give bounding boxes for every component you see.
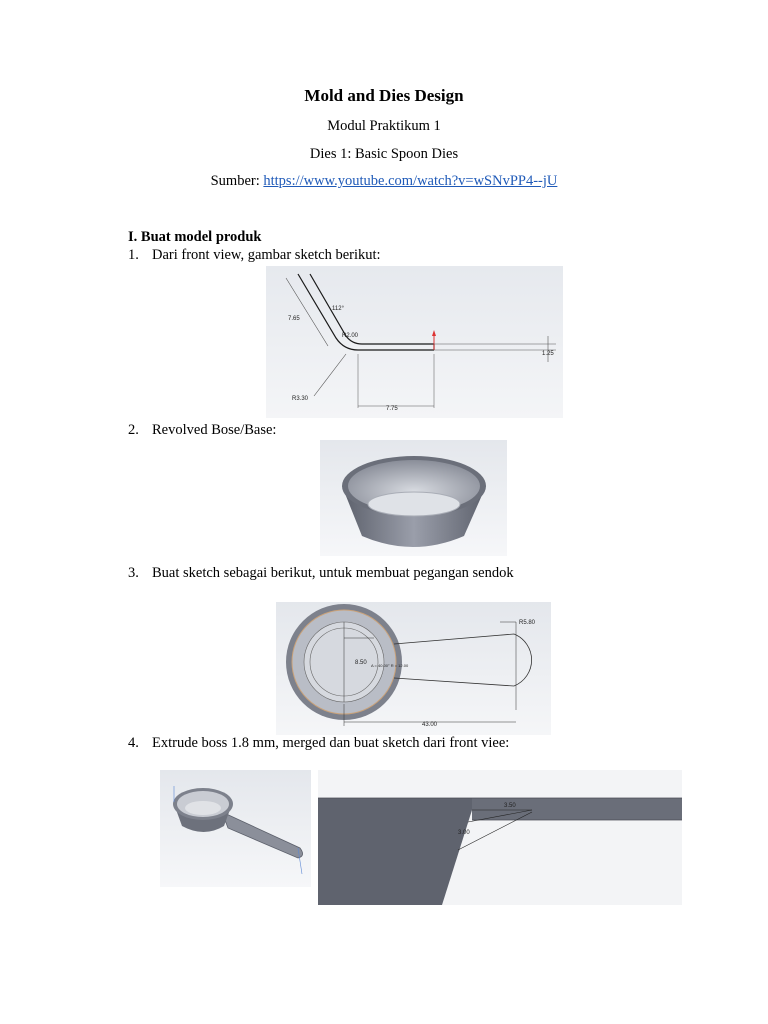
step-number: 3. — [128, 565, 139, 581]
step-number: 1. — [128, 247, 139, 263]
step-text: Dari front view, gambar sketch berikut: — [152, 247, 381, 263]
page-title: Mold and Dies Design — [304, 86, 464, 105]
step-text: Buat sketch sebagai berikut, untuk membuat pegangan sendok — [152, 565, 514, 581]
section-heading: I. Buat model produk — [128, 229, 262, 245]
dim-775: 7.75 — [386, 406, 398, 412]
dim-r200: R2.00 — [342, 333, 359, 339]
step-number: 2. — [128, 422, 139, 438]
step-2 — [128, 422, 276, 439]
step-3 — [128, 565, 514, 582]
handle-sketch-figure — [276, 602, 551, 735]
step-4 — [128, 735, 509, 752]
dim-angle: 112° — [332, 306, 344, 312]
extruded-spoon-figure — [160, 770, 311, 887]
sketch-front-view-figure — [266, 266, 563, 418]
source-line — [0, 173, 768, 190]
step-1 — [128, 247, 381, 264]
dim-300: 3.00 — [458, 830, 470, 836]
step-text: Revolved Bose/Base: — [152, 422, 277, 438]
source-label: Sumber: — [210, 173, 264, 189]
dim-r580: R5.80 — [519, 620, 536, 626]
step-number: 4. — [128, 735, 139, 751]
dim-note: A = 40.00° R = 12.00 — [371, 663, 409, 668]
dim-850: 8.50 — [355, 660, 367, 666]
dim-r330: R3.30 — [292, 396, 309, 402]
source-link[interactable]: https://www.youtube.com/watch?v=wSNvPP4--jU — [263, 173, 558, 189]
front-view-detail-figure — [318, 770, 682, 905]
dim-4300: 43.00 — [422, 722, 438, 728]
dies-subtitle: Dies 1: Basic Spoon Dies — [309, 146, 459, 162]
dim-125: 1.25 — [542, 351, 554, 357]
module-subtitle: Modul Praktikum 1 — [327, 118, 441, 134]
revolved-bowl-figure — [320, 440, 507, 556]
dim-350: 3.50 — [504, 803, 516, 809]
step-text: Extrude boss 1.8 mm, merged dan buat sketch dari front viee: — [152, 735, 510, 751]
dim-765: 7.65 — [288, 316, 300, 322]
